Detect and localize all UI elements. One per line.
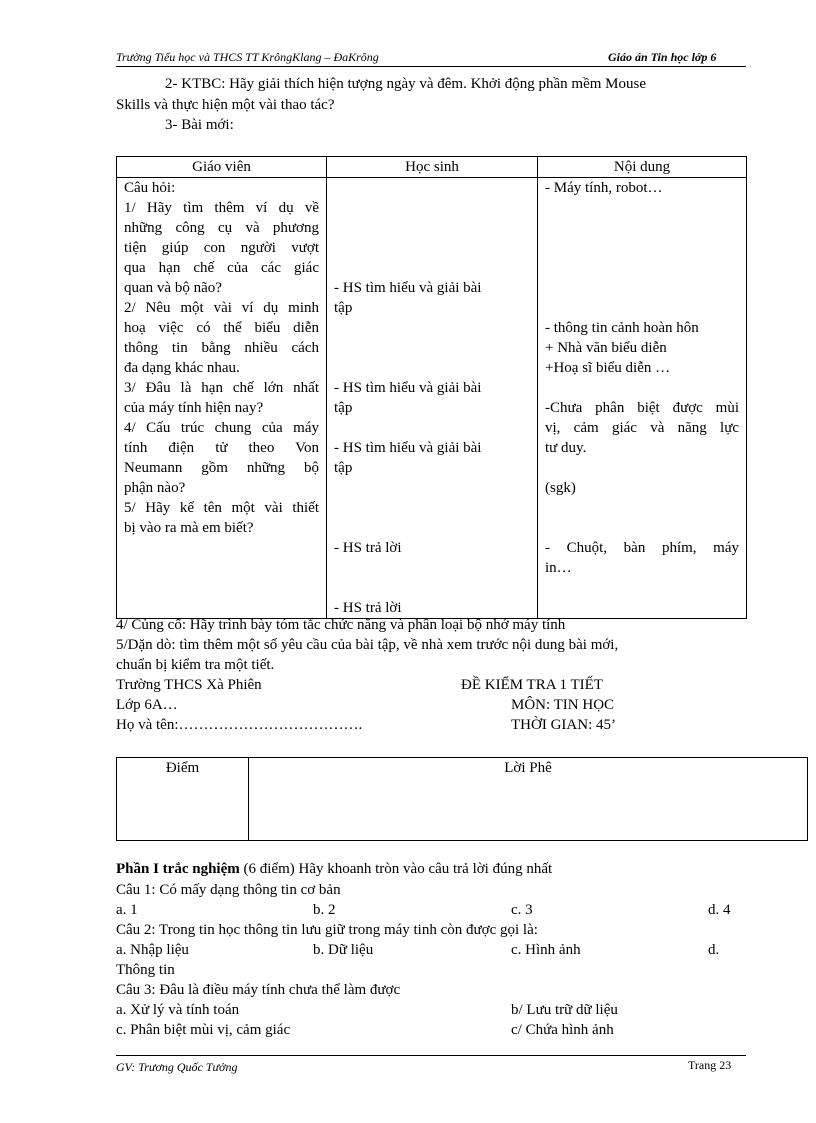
- student-line: [334, 318, 530, 338]
- content-line: in…: [545, 560, 572, 576]
- content-line: [545, 198, 739, 218]
- student-line: [334, 178, 530, 198]
- student-line: tập: [334, 460, 353, 476]
- q3-option-b: b/ Lưu trữ dữ liệu: [511, 1002, 618, 1018]
- student-line: [334, 578, 530, 598]
- q2-option-b: b. Dữ liệu: [313, 942, 374, 958]
- student-line: tập: [334, 400, 353, 416]
- content-line: - Máy tính, robot…: [545, 180, 663, 196]
- content-line: (sgk): [545, 480, 576, 496]
- student-line: - HS tìm hiểu và giải bài: [334, 380, 482, 396]
- q1-option-b: b. 2: [313, 902, 336, 918]
- score-cell: Điểm: [117, 758, 249, 841]
- student-line: [334, 558, 530, 578]
- teacher-line: 1/ Hãy tìm thêm ví dụ về: [124, 200, 319, 216]
- question-1: Câu 1: Có mấy dạng thông tin cơ bản: [116, 882, 341, 898]
- teacher-line: phận nào?: [124, 480, 186, 496]
- question-2: Câu 2: Trong tin học thông tin lưu giữ trong máy tinh còn được gọi là:: [116, 922, 538, 938]
- teacher-column: [117, 178, 327, 619]
- teacher-line: Neumann gồm những bộ: [124, 460, 319, 476]
- content-line: [545, 298, 739, 318]
- header-rule: [116, 66, 746, 67]
- student-line: [334, 338, 530, 358]
- student-line: [334, 238, 530, 258]
- header-left: Trường Tiểu học và THCS TT KrôngKlang – ĐaKrông: [116, 50, 379, 64]
- teacher-line: Câu hỏi:: [124, 180, 176, 196]
- teacher-line: hoạ việc có thể biểu diễn: [124, 320, 319, 336]
- comment-cell: Lời Phê: [249, 758, 808, 841]
- q2-option-d: d.: [708, 942, 720, 958]
- teacher-line: tiện giúp con người vượt: [124, 240, 319, 256]
- content-line: [545, 458, 739, 478]
- q1-option-d: d. 4: [708, 902, 731, 918]
- content-line: vị, cảm giác và năng lực: [545, 420, 739, 436]
- q3-option-c: c. Phân biệt mùi vị, cảm giác: [116, 1022, 291, 1038]
- header-content: Nội dung: [538, 157, 747, 178]
- content-line: [545, 518, 739, 538]
- teacher-line: 4/ Cấu trúc chung của máy: [124, 420, 319, 436]
- student-line: - HS trả lời: [334, 600, 402, 616]
- teacher-line: 3/ Đâu là hạn chế lớn nhất: [124, 380, 319, 396]
- student-line: - HS tìm hiểu và giải bài: [334, 280, 482, 296]
- content-line: [545, 238, 739, 258]
- score-table: [116, 757, 808, 841]
- exam-class: Lớp 6A…: [116, 697, 178, 713]
- student-line: [334, 358, 530, 378]
- teacher-line: 5/ Hãy kể tên một vài thiết: [124, 500, 319, 516]
- q2-option-a: a. Nhập liệu: [116, 942, 189, 958]
- teacher-line: qua hạn chế của các giác: [124, 260, 319, 276]
- q2-option-c: c. Hình ảnh: [511, 942, 581, 958]
- student-line: [334, 518, 530, 538]
- content-line: [545, 498, 739, 518]
- cung-co: 4/ Củng cố: Hãy trình bày tóm tắc chức năng và phân loại bộ nhớ máy tính: [116, 617, 566, 633]
- bai-moi: 3- Bài mới:: [165, 117, 234, 133]
- content-line: tư duy.: [545, 440, 587, 456]
- teacher-line: thông tin bằng nhiều cách: [124, 340, 319, 356]
- student-line: tập: [334, 300, 353, 316]
- dan-do-line1: 5/Dặn dò: tìm thêm một số yêu cầu của bài tập, về nhà xem trước nội dung bài mới,: [116, 637, 619, 653]
- q2-option-d-cont: Thông tin: [116, 962, 175, 978]
- student-line: - HS tìm hiểu và giải bài: [334, 440, 482, 456]
- exam-name: Họ và tên:……………………………….: [116, 717, 363, 733]
- lesson-table-body-row: [117, 178, 747, 619]
- part1-title-rest: (6 điểm) Hãy khoanh tròn vào câu trả lời đúng nhất: [239, 861, 553, 877]
- student-line: [334, 478, 530, 498]
- student-line: [334, 218, 530, 238]
- content-line: - thông tin cảnh hoàn hôn: [545, 320, 699, 336]
- exam-subject: MÔN: TIN HỌC: [511, 697, 615, 713]
- content-line: [545, 258, 739, 278]
- student-line: [334, 498, 530, 518]
- student-line: - HS trả lời: [334, 540, 402, 556]
- ktbc-line2: Skills và thực hiện một vài thao tác?: [116, 97, 335, 113]
- header-teacher: Giáo viên: [117, 157, 327, 178]
- footer-left: GV: Trương Quốc Tưởng: [116, 1060, 238, 1074]
- teacher-line: đa dạng khác nhau.: [124, 360, 240, 376]
- part1-title: [116, 861, 552, 878]
- content-line: +Hoạ sĩ biểu diễn …: [545, 360, 671, 376]
- content-line: + Nhà văn biểu diễn: [545, 340, 667, 356]
- content-column: [538, 178, 747, 619]
- teacher-line: bị vào ra mà em biết?: [124, 520, 254, 536]
- header-right: Giáo án Tin học lớp 6: [608, 50, 717, 64]
- teacher-line: những công cụ và phương: [124, 220, 319, 236]
- exam-school: Trường THCS Xà Phiên: [116, 677, 262, 693]
- q1-option-c: c. 3: [511, 902, 533, 918]
- student-column: [327, 178, 538, 619]
- exam-title: ĐỀ KIỂM TRA 1 TIẾT: [461, 677, 603, 693]
- footer-page: Trang 23: [688, 1058, 732, 1072]
- teacher-line: của máy tính hiện nay?: [124, 400, 264, 416]
- header-student: Học sinh: [327, 157, 538, 178]
- question-3: Câu 3: Đâu là điều máy tính chưa thể làm được: [116, 982, 401, 998]
- student-line: [334, 418, 530, 438]
- q3-option-d: c/ Chứa hình ảnh: [511, 1022, 614, 1038]
- q3-option-a: a. Xử lý và tính toán: [116, 1002, 240, 1018]
- student-line: [334, 258, 530, 278]
- ktbc-line1: 2- KTBC: Hãy giải thích hiện tượng ngày và đêm. Khởi động phần mềm Mouse: [165, 76, 647, 92]
- content-line: [545, 278, 739, 298]
- teacher-line: quan và bộ não?: [124, 280, 222, 296]
- dan-do-line2: chuẩn bị kiểm tra một tiết.: [116, 657, 275, 673]
- content-line: -Chưa phân biệt được mùi: [545, 400, 739, 416]
- lesson-table-header-row: [117, 157, 747, 178]
- lesson-table: [116, 156, 747, 619]
- footer-rule: [116, 1055, 746, 1056]
- q1-option-a: a. 1: [116, 902, 138, 918]
- part1-title-bold: Phần I trắc nghiệm: [116, 861, 240, 877]
- content-line: - Chuột, bàn phím, máy: [545, 540, 739, 556]
- teacher-line: 2/ Nêu một vài ví dụ minh: [124, 300, 319, 316]
- teacher-line: tính điện tử theo Von: [124, 440, 319, 456]
- content-line: [545, 218, 739, 238]
- content-line: [545, 378, 739, 398]
- student-line: [334, 198, 530, 218]
- exam-time: THỜI GIAN: 45’: [511, 717, 616, 733]
